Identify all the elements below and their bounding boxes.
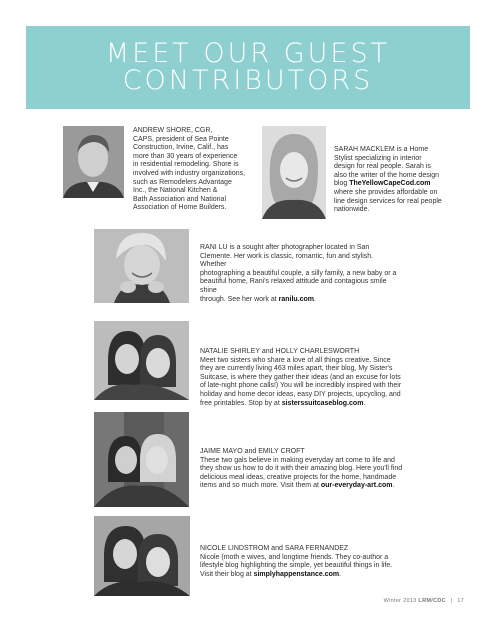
contributor-bio-nicole-sara: NICOLE LINDSTROM and SARA FERNANDEZ Nicole (moth e wives, and longtime friends. They co-author a lifestyle blog highlighting the simple, yet beautiful things in life. Visit their blog at simplyhappenstance.com. (200, 545, 393, 578)
contributor-name-2: EMILY CROFT (258, 448, 305, 455)
contributor-bio-sarah-macklem: SARAH MACKLEM is a Home Stylist specializing in interior design for real people. Sarah is also the writer of the home design blog TheYellowCapeCod.com where she provides affordable on line design services for real people nationwide. (334, 146, 442, 214)
footer-separator: | (450, 598, 453, 604)
contributor-bio-rani-lu: RANI LU is a sought after photographer located in San Clemente. Her work is classic, romantic, fun and stylish. Whether photographing a beautiful couple, a silly family, a new baby or a beautiful home, Rani's relaxed attitude and contagious smile shine through. See her work at ranilu.com. (200, 244, 397, 303)
publication-label: LRM/CDC (418, 598, 446, 604)
contributor-bio-natalie-holly: NATALIE SHIRLEY and HOLLY CHARLESWORTH Meet two sisters who share a love of all things creative. Since they are currently living 463 miles apart, their blog, My Sister's Suitcase, is where they gather their ideas (and an excuse for lots of late-night phone calls!) You will be incredibly inspired with their holiday and home decor ideas, easy DIY projects, upcycling, and free printables. Stop by at sisterssuitcaseblog.com. (200, 348, 402, 407)
blog-link[interactable]: ranilu.com (278, 295, 315, 303)
blog-link[interactable]: TheYellowCapeCod.com (349, 180, 431, 188)
contributor-name-2: HOLLY CHARLESWORTH (275, 348, 360, 355)
contributor-name: NATALIE SHIRLEY (200, 348, 260, 355)
contributor-photo-natalie-holly (94, 321, 189, 400)
blog-link[interactable]: our-everyday-art.com (320, 482, 393, 490)
page-title: MEET OUR GUEST CONTRIBUTORS (105, 38, 391, 96)
issue-label: Winter 2013 (383, 598, 417, 604)
contributor-name: JAIME MAYO (200, 448, 243, 455)
contributor-name: NICOLE LINDSTROM (200, 545, 270, 552)
contributor-photo-andrew-shore (63, 126, 124, 198)
contributor-name-2: SARA FERNANDEZ (284, 545, 349, 552)
page-footer (384, 598, 464, 604)
blog-link[interactable]: simplyhappenstance.com (253, 570, 340, 578)
page-number: 17 (457, 598, 464, 604)
contributor-bio-jaime-emily: JAIME MAYO and EMILY CROFT These two gals believe in making everyday art come to life and they show us how to do it with their amazing blog. Here you'll find delicious meal ideas, creative projects for the home, handmade items and so much more. Visit them at our-everyday-art.com. (200, 448, 403, 490)
title-banner (26, 26, 470, 109)
contributor-name: ANDREW SHORE, CGR, (133, 127, 213, 134)
contributor-photo-rani-lu (94, 229, 189, 303)
contributor-name: RANI LU (200, 244, 228, 251)
blog-link[interactable]: sisterssuitcaseblog.com (281, 399, 364, 407)
contributor-name: SARAH MACKLEM (334, 146, 395, 153)
contributor-photo-sarah-macklem (262, 126, 326, 219)
contributor-photo-jaime-emily (94, 412, 189, 507)
contributor-photo-nicole-sara (94, 516, 190, 596)
contributor-bio-andrew-shore: ANDREW SHORE, CGR, CAPS, president of Sea Pointe Construction, Irvine, Calif., has more than 30 years of experience in residential remodeling. Shore is involved with industry organizations, such as Remodelers Advantage Inc., the National Kitchen & Bath Association and National Association of Home Builders. (133, 127, 246, 212)
